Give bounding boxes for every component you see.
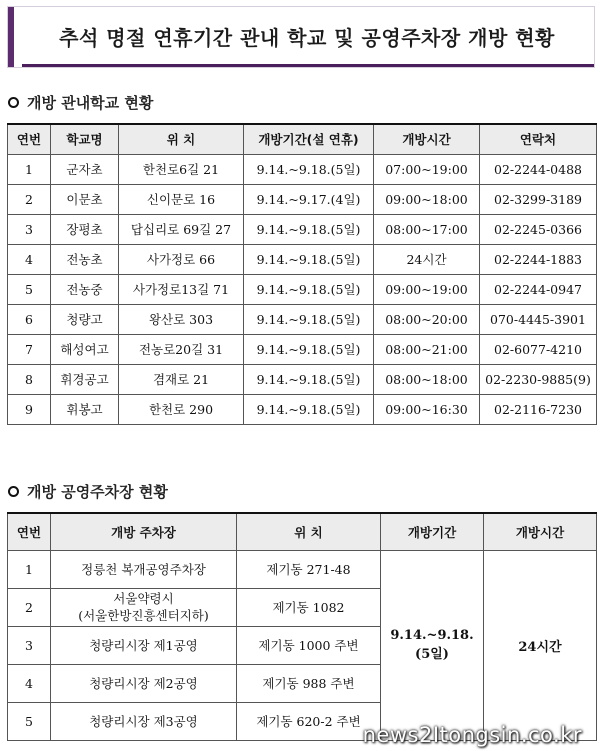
title-box bbox=[7, 6, 595, 68]
school-name: 전농초 bbox=[51, 244, 119, 274]
school-location: 왕산로 303 bbox=[119, 304, 244, 334]
school-location: 한천로6길 21 bbox=[119, 154, 244, 184]
table-row bbox=[8, 334, 597, 364]
parking-location: 제기동 1000 주변 bbox=[237, 626, 381, 664]
open-period: 9.14.~9.18.(5일) bbox=[244, 364, 374, 394]
open-hours: 24시간 bbox=[374, 244, 480, 274]
table-row bbox=[8, 154, 597, 184]
contact: 02-6077-4210 bbox=[480, 334, 597, 364]
table-row bbox=[8, 364, 597, 394]
row-number: 5 bbox=[8, 274, 51, 304]
open-period: 9.14.~9.18.(5일) bbox=[244, 334, 374, 364]
table-row bbox=[8, 304, 597, 334]
schools-section-heading bbox=[8, 92, 153, 113]
parking-table bbox=[7, 512, 597, 741]
table-row bbox=[8, 214, 597, 244]
open-hours: 08:00~20:00 bbox=[374, 304, 480, 334]
parking-name: 청량리시장 제3공영 bbox=[51, 702, 237, 740]
circle-bullet-icon bbox=[8, 97, 19, 108]
row-number: 2 bbox=[8, 184, 51, 214]
period-days: (5일) bbox=[415, 647, 449, 662]
row-number: 2 bbox=[8, 588, 51, 626]
open-hours: 07:00~19:00 bbox=[374, 154, 480, 184]
schools-heading-text: 개방 관내학교 현황 bbox=[27, 94, 154, 112]
parking-name: 정릉천 복개공영주차장 bbox=[51, 550, 237, 588]
col-header: 위 치 bbox=[237, 513, 381, 550]
school-location: 사가정로 66 bbox=[119, 244, 244, 274]
watermark: news2Itongsin.co.kr bbox=[362, 723, 582, 747]
parking-name: 청량리시장 제1공영 bbox=[51, 626, 237, 664]
col-header: 개방기간(설 연휴) bbox=[244, 124, 374, 154]
col-header: 개방 주차장 bbox=[51, 513, 237, 550]
table-row bbox=[8, 244, 597, 274]
parking-name: 청량리시장 제2공영 bbox=[51, 664, 237, 702]
col-header: 연번 bbox=[8, 513, 51, 550]
contact: 02-2230-9885(9) bbox=[480, 364, 597, 394]
school-name: 해성여고 bbox=[51, 334, 119, 364]
open-hours: 08:00~21:00 bbox=[374, 334, 480, 364]
school-name: 휘봉고 bbox=[51, 394, 119, 424]
parking-location: 제기동 1082 bbox=[237, 588, 381, 626]
row-number: 4 bbox=[8, 664, 51, 702]
parking-open-period bbox=[381, 550, 484, 740]
col-header: 개방기간 bbox=[381, 513, 484, 550]
schools-header-row bbox=[8, 124, 597, 154]
contact: 02-3299-3189 bbox=[480, 184, 597, 214]
row-number: 7 bbox=[8, 334, 51, 364]
col-header: 개방시간 bbox=[484, 513, 597, 550]
open-period: 9.14.~9.18.(5일) bbox=[244, 154, 374, 184]
contact: 02-2116-7230 bbox=[480, 394, 597, 424]
row-number: 3 bbox=[8, 214, 51, 244]
col-header: 연락처 bbox=[480, 124, 597, 154]
table-row bbox=[8, 184, 597, 214]
parking-location: 제기동 988 주변 bbox=[237, 664, 381, 702]
parking-location: 제기동 620-2 주변 bbox=[237, 702, 381, 740]
school-location: 사가정로13길 71 bbox=[119, 274, 244, 304]
school-name: 군자초 bbox=[51, 154, 119, 184]
school-name: 전농중 bbox=[51, 274, 119, 304]
open-period: 9.14.~9.18.(5일) bbox=[244, 274, 374, 304]
open-period: 9.14.~9.17.(4일) bbox=[244, 184, 374, 214]
parking-open-hours: 24시간 bbox=[484, 550, 597, 740]
contact: 070-4445-3901 bbox=[480, 304, 597, 334]
open-hours: 08:00~17:00 bbox=[374, 214, 480, 244]
open-period: 9.14.~9.18.(5일) bbox=[244, 304, 374, 334]
contact: 02-2244-0488 bbox=[480, 154, 597, 184]
school-location: 전농로20길 31 bbox=[119, 334, 244, 364]
school-name: 장평초 bbox=[51, 214, 119, 244]
open-period: 9.14.~9.18.(5일) bbox=[244, 244, 374, 274]
period-dates: 9.14.~9.18. bbox=[390, 628, 474, 643]
col-header: 위 치 bbox=[119, 124, 244, 154]
row-number: 3 bbox=[8, 626, 51, 664]
row-number: 6 bbox=[8, 304, 51, 334]
contact: 02-2244-1883 bbox=[480, 244, 597, 274]
school-location: 겸재로 21 bbox=[119, 364, 244, 394]
table-row bbox=[8, 274, 597, 304]
school-name: 이문초 bbox=[51, 184, 119, 214]
school-name: 휘경공고 bbox=[51, 364, 119, 394]
school-location: 답십리로 69길 27 bbox=[119, 214, 244, 244]
contact: 02-2244-0947 bbox=[480, 274, 597, 304]
parking-name-line2: (서울한방진흥센터지하) bbox=[78, 608, 209, 623]
open-period: 9.14.~9.18.(5일) bbox=[244, 394, 374, 424]
school-location: 신이문로 16 bbox=[119, 184, 244, 214]
parking-name bbox=[51, 588, 237, 626]
col-header: 개방시간 bbox=[374, 124, 480, 154]
row-number: 4 bbox=[8, 244, 51, 274]
circle-bullet-icon bbox=[8, 486, 19, 497]
col-header: 학교명 bbox=[51, 124, 119, 154]
parking-header-row bbox=[8, 513, 597, 550]
open-hours: 09:00~16:30 bbox=[374, 394, 480, 424]
row-number: 1 bbox=[8, 154, 51, 184]
table-row bbox=[8, 394, 597, 424]
parking-heading-text: 개방 공영주차장 현황 bbox=[27, 483, 168, 501]
row-number: 1 bbox=[8, 550, 51, 588]
open-hours: 09:00~18:00 bbox=[374, 184, 480, 214]
schools-table bbox=[7, 123, 597, 425]
row-number: 5 bbox=[8, 702, 51, 740]
open-hours: 09:00~19:00 bbox=[374, 274, 480, 304]
parking-section-heading bbox=[8, 481, 168, 502]
contact: 02-2245-0366 bbox=[480, 214, 597, 244]
parking-location: 제기동 271-48 bbox=[237, 550, 381, 588]
row-number: 8 bbox=[8, 364, 51, 394]
school-location: 한천로 290 bbox=[119, 394, 244, 424]
page-title: 추석 명절 연휴기간 관내 학교 및 공영주차장 개방 현황 bbox=[59, 26, 555, 50]
school-name: 청량고 bbox=[51, 304, 119, 334]
open-period: 9.14.~9.18.(5일) bbox=[244, 214, 374, 244]
open-hours: 08:00~18:00 bbox=[374, 364, 480, 394]
col-header: 연번 bbox=[8, 124, 51, 154]
parking-name-line1: 서울약령시 bbox=[113, 591, 174, 606]
table-row bbox=[8, 550, 597, 588]
row-number: 9 bbox=[8, 394, 51, 424]
